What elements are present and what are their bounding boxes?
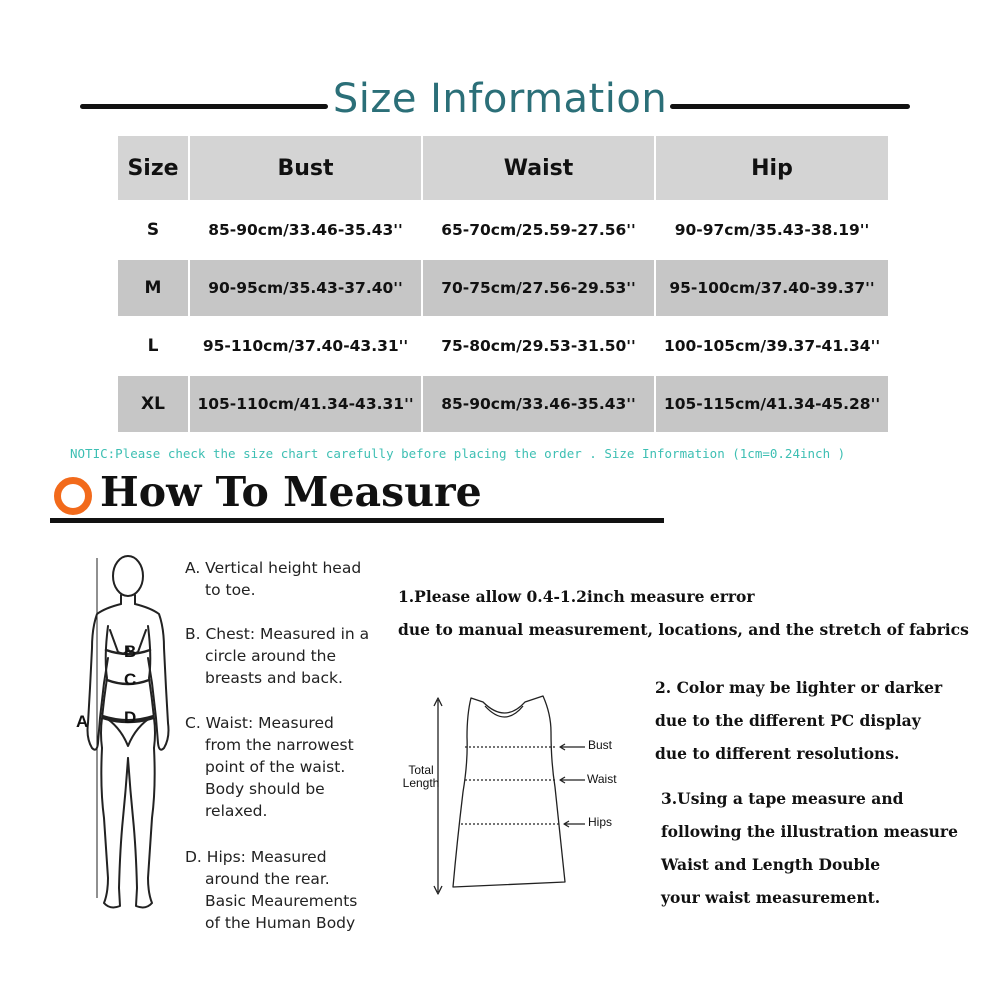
figure-label-b: B <box>124 642 137 661</box>
size-cell: M <box>117 259 189 317</box>
hip-cell: 105-115cm/41.34-45.28'' <box>655 375 889 433</box>
description-d-line: of the Human Body <box>205 914 356 932</box>
page-title: Size Information <box>332 76 668 122</box>
table-row <box>117 259 889 317</box>
total-length-line: Length <box>402 776 440 790</box>
description-d-line: around the rear. <box>205 870 330 888</box>
how-to-measure-title: How To Measure <box>100 468 482 516</box>
description-c-line: Body should be <box>205 780 325 798</box>
note-1-line: due to manual measurement, locations, and the stretch of fabrics <box>398 620 969 639</box>
title-rule-left <box>80 104 328 109</box>
hip-cell: 100-105cm/39.37-41.34'' <box>655 317 889 375</box>
circle-bullet-icon <box>54 477 92 515</box>
note-3-line: following the illustration measure <box>661 822 958 841</box>
total-length-line: Total <box>408 763 434 777</box>
waist-cell: 75-80cm/29.53-31.50'' <box>422 317 655 375</box>
note-3-line: Waist and Length Double <box>661 855 881 874</box>
hips-label: Hips <box>588 815 613 829</box>
description-a-line: A. Vertical height head <box>185 559 362 577</box>
waist-label: Waist <box>587 772 617 786</box>
description-c <box>185 712 395 822</box>
figure-label-a: A <box>76 712 89 731</box>
note-3-line: your waist measurement. <box>661 888 881 907</box>
description-b-line: B. Chest: Measured in a <box>185 625 370 643</box>
description-d <box>185 846 395 934</box>
description-c-line: from the narrowest <box>205 736 354 754</box>
description-c-line: C. Waist: Measured <box>185 714 334 732</box>
note-2-line: 2. Color may be lighter or darker <box>655 678 943 697</box>
description-b <box>185 623 395 689</box>
figure-label-d: D <box>124 708 137 727</box>
bust-cell: 105-110cm/41.34-43.31'' <box>189 375 422 433</box>
size-cell: S <box>117 201 189 259</box>
dress-diagram <box>425 692 625 902</box>
waist-cell: 70-75cm/27.56-29.53'' <box>422 259 655 317</box>
description-a <box>185 557 395 601</box>
size-table <box>116 134 890 434</box>
description-d-line: Basic Meaurements <box>205 892 358 910</box>
bust-label: Bust <box>588 738 613 752</box>
figure-label-c: C <box>124 670 137 689</box>
column-header-bust: Bust <box>189 135 422 201</box>
description-c-line: relaxed. <box>205 802 268 820</box>
note-2-line: due to the different PC display <box>655 711 921 730</box>
description-a-line: to toe. <box>205 581 256 599</box>
note-1-line: 1.Please allow 0.4-1.2inch measure error <box>398 587 755 606</box>
bust-cell: 95-110cm/37.40-43.31'' <box>189 317 422 375</box>
column-header-waist: Waist <box>422 135 655 201</box>
hip-cell: 90-97cm/35.43-38.19'' <box>655 201 889 259</box>
hip-cell: 95-100cm/37.40-39.37'' <box>655 259 889 317</box>
column-header-hip: Hip <box>655 135 889 201</box>
size-cell: XL <box>117 375 189 433</box>
description-c-line: point of the waist. <box>205 758 346 776</box>
bust-cell: 85-90cm/33.46-35.43'' <box>189 201 422 259</box>
note-2-line: due to different resolutions. <box>655 744 900 763</box>
waist-cell: 65-70cm/25.59-27.56'' <box>422 201 655 259</box>
description-d-line: D. Hips: Measured <box>185 848 327 866</box>
table-row <box>117 317 889 375</box>
waist-cell: 85-90cm/33.46-35.43'' <box>422 375 655 433</box>
total-length-label <box>398 764 444 790</box>
body-figure-illustration <box>70 548 185 920</box>
note-3-line: 3.Using a tape measure and <box>661 789 904 808</box>
description-b-line: breasts and back. <box>205 669 343 687</box>
size-notice: NOTIC:Please check the size chart carefully before placing the order . Size Information (1cm=0.24inch ) <box>70 446 846 461</box>
bust-cell: 90-95cm/35.43-37.40'' <box>189 259 422 317</box>
size-cell: L <box>117 317 189 375</box>
how-to-measure-rule <box>50 518 664 523</box>
table-row <box>117 375 889 433</box>
table-header-row <box>117 135 889 201</box>
title-rule-right <box>670 104 910 109</box>
description-b-line: circle around the <box>205 647 337 665</box>
column-header-size: Size <box>117 135 189 201</box>
table-row <box>117 201 889 259</box>
